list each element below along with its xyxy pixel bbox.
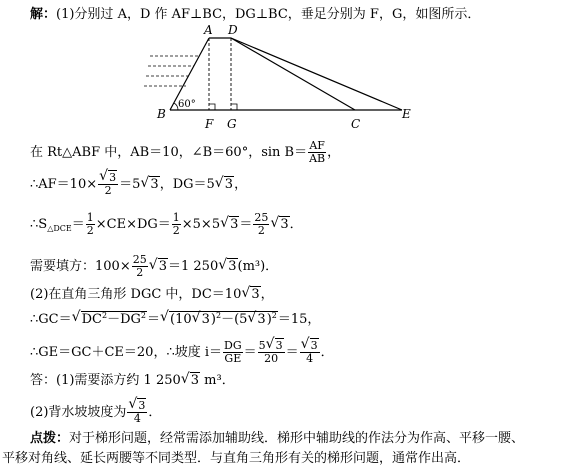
- text: ∴GC＝: [30, 312, 72, 327]
- fraction: [300, 340, 320, 365]
- radical: [218, 260, 237, 273]
- text: ＝: [71, 217, 85, 232]
- radicand: 3: [150, 177, 159, 192]
- denominator: 2: [86, 224, 94, 237]
- numerator: [300, 340, 320, 353]
- segment-de: [231, 38, 402, 110]
- text: 5: [258, 339, 266, 352]
- denominator: GE: [224, 352, 242, 365]
- line-af: [30, 172, 247, 197]
- superscript: 2: [140, 311, 146, 320]
- radicand: 3: [275, 339, 283, 352]
- label-c: C: [351, 117, 361, 131]
- radicand: 3: [109, 171, 117, 184]
- text: －DG: [107, 312, 141, 327]
- radical: [266, 340, 284, 352]
- line-sin: [30, 140, 340, 165]
- text: ．: [148, 405, 162, 420]
- denominator: 2: [257, 224, 265, 237]
- numerator: 1: [172, 211, 180, 224]
- fraction: [308, 140, 326, 165]
- text: ＝: [146, 312, 160, 327]
- text: ，DG＝5: [159, 177, 215, 192]
- text: ＝1 250: [168, 259, 219, 274]
- denominator: 4: [133, 412, 141, 425]
- text: ×CE×DG＝: [95, 217, 171, 232]
- fraction: [132, 254, 148, 279]
- text: (2)在直角三角形 DGC 中，DC＝10: [30, 287, 242, 302]
- radicand: 3: [190, 373, 200, 388]
- text: ∴S: [30, 217, 48, 232]
- text: ×5×5: [181, 217, 221, 232]
- text: ): [266, 312, 272, 327]
- text: ∴GE＝GC＋CE＝20，∴坡度 i＝: [30, 345, 223, 360]
- radical: [241, 288, 260, 301]
- text: 平移对角线、延长两腰等不同类型．与直角三角形有关的梯形问题，通常作出高．: [2, 451, 471, 466]
- numerator: DG: [224, 339, 242, 352]
- line-dc: [30, 288, 274, 301]
- text: m³．: [200, 373, 235, 388]
- radical: [160, 312, 278, 326]
- fraction: [127, 400, 147, 425]
- text: ，: [260, 287, 274, 302]
- radical: [140, 178, 159, 191]
- text: ＝: [239, 217, 253, 232]
- radicand: 3: [251, 287, 260, 302]
- denominator: 2: [136, 266, 144, 279]
- numerator: [98, 172, 118, 185]
- solution-header: [30, 8, 480, 21]
- radicand: 3: [158, 259, 167, 274]
- radicand: 3: [201, 312, 210, 327]
- radicand: 3: [138, 399, 146, 412]
- radical: [99, 172, 117, 184]
- radical: [247, 313, 266, 326]
- denominator: 20: [264, 352, 279, 365]
- text: ∴AF＝10×: [30, 177, 98, 192]
- label-b: B: [157, 107, 166, 121]
- radicand: 3: [224, 177, 234, 192]
- text: －(5: [221, 312, 248, 327]
- radical: [192, 313, 211, 326]
- label-g: G: [227, 117, 237, 131]
- radical: [149, 260, 168, 273]
- text: (m³)．: [237, 259, 279, 274]
- label-f: F: [205, 117, 214, 131]
- radical: [181, 374, 200, 387]
- text: (2)背水坡坡度为: [30, 405, 127, 420]
- numerator: AF: [309, 139, 325, 152]
- text: 答：(1)需要添方约 1 250: [30, 373, 181, 388]
- fraction: [172, 212, 181, 237]
- denominator: 2: [172, 224, 180, 237]
- superscript: 2: [101, 311, 108, 320]
- line-answer-2: [30, 400, 161, 425]
- text: ，: [234, 177, 248, 192]
- text: 在 Rt△ABF 中，AB＝10，∠B＝60°，sin B＝: [30, 145, 308, 160]
- subscript: △DCE: [47, 224, 72, 233]
- text: ): [210, 312, 216, 327]
- text: 对于梯形问题，经常需添加辅助线．梯形中辅助线的作法分为作高、平移一腰、: [69, 431, 525, 446]
- segment-dc: [231, 38, 355, 110]
- numerator: [258, 340, 285, 353]
- radical: [72, 312, 147, 326]
- radicand: 3: [228, 259, 237, 274]
- line-area: [30, 212, 303, 237]
- radicand: [169, 311, 278, 327]
- denominator: AB: [309, 152, 326, 165]
- fraction: [258, 340, 285, 365]
- radical: [215, 178, 234, 191]
- radicand: 3: [310, 339, 318, 352]
- label-e: E: [402, 107, 411, 121]
- text: ＝5: [119, 177, 141, 192]
- numerator: 1: [86, 211, 94, 224]
- text: ．: [289, 217, 303, 232]
- label-angle-60: 60°: [178, 99, 196, 110]
- right-angle-g: [231, 104, 237, 110]
- text: (10: [170, 312, 192, 327]
- numerator: 25: [132, 253, 147, 266]
- radical: [301, 340, 319, 352]
- tip-line-1: [30, 432, 524, 445]
- hatch-lines: [144, 56, 198, 86]
- solution-intro: (1)分别过 A，D 作 AF⊥BC，DG⊥BC，垂足分别为 F，G，如图所示．: [56, 7, 481, 22]
- tip-line-2: [2, 452, 470, 465]
- label-a: A: [204, 23, 213, 37]
- superscript: 2: [215, 311, 222, 320]
- text: ，: [327, 145, 341, 160]
- fraction: [223, 340, 243, 365]
- radicand: 3: [230, 217, 239, 232]
- radical: [220, 218, 239, 231]
- denominator: 4: [306, 352, 314, 365]
- text: ．: [320, 345, 334, 360]
- radicand: 3: [280, 217, 289, 232]
- tip-label: 点拨：: [30, 431, 70, 446]
- solution-label: 解：: [30, 7, 57, 22]
- line-gc: [30, 312, 320, 326]
- trapezoid-figure: [140, 22, 430, 134]
- radicand: 3: [257, 312, 266, 327]
- line-fill-volume: [30, 254, 278, 279]
- radicand: [81, 311, 147, 327]
- text: ＝: [285, 345, 299, 360]
- fraction: [253, 212, 269, 237]
- text: DC: [81, 312, 102, 327]
- fraction: [86, 212, 95, 237]
- right-angle-f: [209, 104, 215, 110]
- label-d: D: [228, 23, 238, 37]
- numerator: 25: [254, 211, 269, 224]
- radical: [270, 218, 289, 231]
- denominator: 2: [104, 184, 112, 197]
- line-slope: [30, 340, 334, 365]
- superscript: 2: [271, 311, 277, 320]
- line-answer-1: [30, 374, 235, 387]
- text: ＝: [243, 345, 257, 360]
- text: 需要填方：100×: [30, 259, 131, 274]
- radical: [128, 400, 146, 412]
- text: ＝15，: [277, 312, 321, 327]
- fraction: [98, 172, 118, 197]
- numerator: [127, 400, 147, 413]
